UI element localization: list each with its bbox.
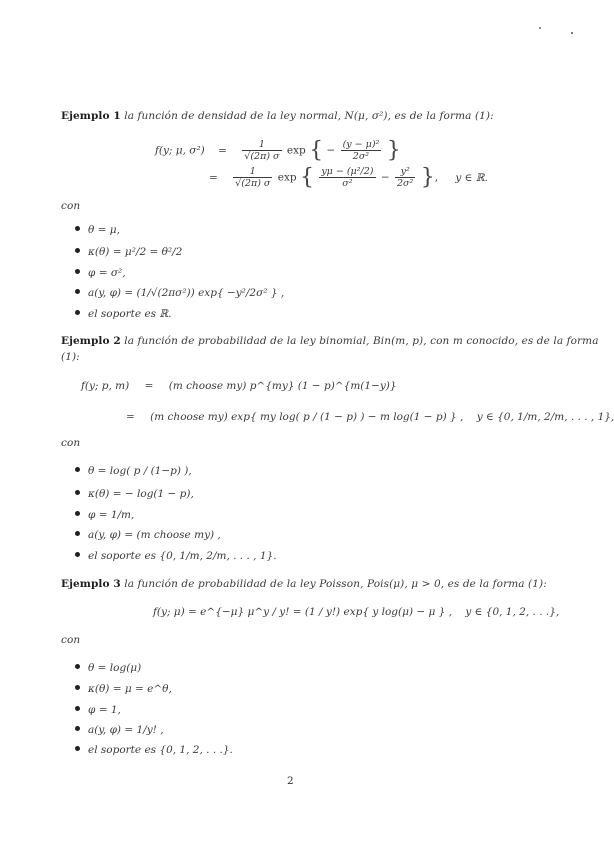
example-2-equation-line-2 [126, 411, 614, 423]
page-number: 2 [287, 775, 294, 787]
eq2-prefactor [233, 166, 272, 189]
example-2-label: Ejemplo 2 [61, 335, 121, 347]
example-2-intro-line-1: la función de probabilidad de la ley binomial, Bin(m, p), con m conocido, es de la forma [124, 335, 599, 347]
eq2-open-brace: { [299, 165, 314, 190]
scan-speck [571, 32, 573, 34]
example-3-intro: la función de probabilidad de la ley Poisson, Pois(μ), μ > 0, es de la forma (1): [124, 578, 547, 590]
ex2-eq1-equals: = [144, 380, 154, 392]
example-2-heading [61, 335, 599, 347]
ex3-eq-domain: y ∈ {0, 1, 2, . . .}, [465, 606, 560, 618]
example-2-bullet: κ(θ) = − log(1 − p), [75, 488, 194, 500]
eq1-exp: exp [286, 144, 306, 157]
example-2-bullet: a(y, φ) = (m choose my) , [75, 529, 221, 541]
eq1-prefactor-num: 1 [242, 139, 281, 151]
example-2-con: con [61, 437, 81, 449]
eq2-exp: exp [277, 171, 297, 184]
eq2-a-num: yμ − (μ²/2) [321, 166, 374, 177]
ex2-eq1-rhs: (m choose my) p^{my} (1 − p)^{m(1−y)} [168, 380, 397, 392]
example-2-bullet: θ = log( p / (1−p) ), [75, 465, 192, 477]
example-1-bullet: a(y, φ) = (1/√(2πσ²)) exp{ −y²/2σ² } , [75, 287, 284, 299]
eq2-fraction-b [395, 166, 415, 189]
eq2-prefactor-den: √(2π) σ [235, 178, 271, 189]
example-1-bullet: κ(θ) = μ²/2 = θ²/2 [75, 246, 182, 258]
example-1-equation-line-2: = $\frac{1}{√(2\pi) \sigma}$ exp { $\frac{\text{yμ − (μ²/2)}}{\text{σ²}}$ − $\frac{\text{y²}}{\text{2σ²}}$ }, y ∈ ℝ. [209, 165, 488, 190]
eq1-inner-num: (y − μ)² [342, 139, 380, 150]
eq1-minus: − [326, 144, 336, 157]
scan-speck [539, 27, 541, 29]
ex2-eq2-domain: y ∈ {0, 1/m, 2/m, . . . , 1}, [476, 411, 614, 423]
example-2-bullet: el soporte es {0, 1/m, 2/m, . . . , 1}. [75, 550, 277, 562]
example-3-equation [153, 606, 559, 618]
eq1-open-brace: { [309, 138, 324, 163]
example-1-label: Ejemplo 1 [61, 110, 121, 122]
eq1-close-brace: } [386, 138, 401, 163]
ex2-eq2-equals: = [126, 411, 135, 423]
example-1-bullet: φ = σ², [75, 267, 126, 279]
example-3-bullet: a(y, φ) = 1/y! , [75, 724, 164, 736]
example-3-bullet: κ(θ) = μ = e^θ, [75, 683, 172, 695]
eq2-domain: y ∈ ℝ. [455, 171, 488, 184]
ex3-eq: f(y; μ) = e^{−μ} μ^y / y! = (1 / y!) exp{ y log(μ) − μ } , [153, 606, 453, 618]
eq2-prefactor-num: 1 [233, 166, 272, 178]
eq1-inner-den: 2σ² [352, 151, 370, 162]
eq1-prefactor-den: √(2π) σ [244, 151, 280, 162]
example-2-intro-line-2: (1): [61, 351, 80, 363]
example-3-con: con [61, 634, 81, 646]
example-1-intro: la función de densidad de la ley normal, N(μ, σ²), es de la forma (1): [124, 110, 494, 122]
eq1-inner-fraction [341, 139, 382, 162]
eq1-equals: = [218, 144, 227, 157]
eq2-equals: = [209, 171, 218, 184]
example-1-con: con [61, 200, 81, 212]
example-3-label: Ejemplo 3 [61, 578, 121, 590]
eq2-fraction-a [319, 166, 375, 189]
example-1-heading [61, 110, 494, 122]
ex2-eq1-lhs: f(y; p, m) [81, 380, 130, 392]
example-3-bullet: el soporte es {0, 1, 2, . . .}. [75, 744, 233, 756]
example-2-bullet: φ = 1/m, [75, 509, 134, 521]
eq2-minus: − [380, 171, 390, 184]
eq1-prefactor [242, 139, 281, 162]
ex2-eq2-rhs: (m choose my) exp{ my log( p / (1 − p) ) − m log(1 − p) } , [150, 411, 464, 423]
example-1-equation-line-1 [155, 138, 401, 163]
eq1-lhs: f(y; μ, σ²) [155, 144, 205, 157]
example-1-bullet: θ = μ, [75, 224, 120, 236]
eq2-b-den: 2σ² [397, 178, 414, 189]
example-1-bullet: el soporte es ℝ. [75, 308, 171, 320]
example-3-heading [61, 578, 547, 590]
eq2-close-brace: } [420, 165, 435, 190]
eq2-b-num: y² [395, 166, 415, 178]
eq2-a-den: σ² [342, 178, 353, 189]
example-2-equation-line-1 [81, 380, 397, 392]
example-3-bullet: θ = log(μ) [75, 662, 141, 674]
example-3-bullet: φ = 1, [75, 704, 121, 716]
